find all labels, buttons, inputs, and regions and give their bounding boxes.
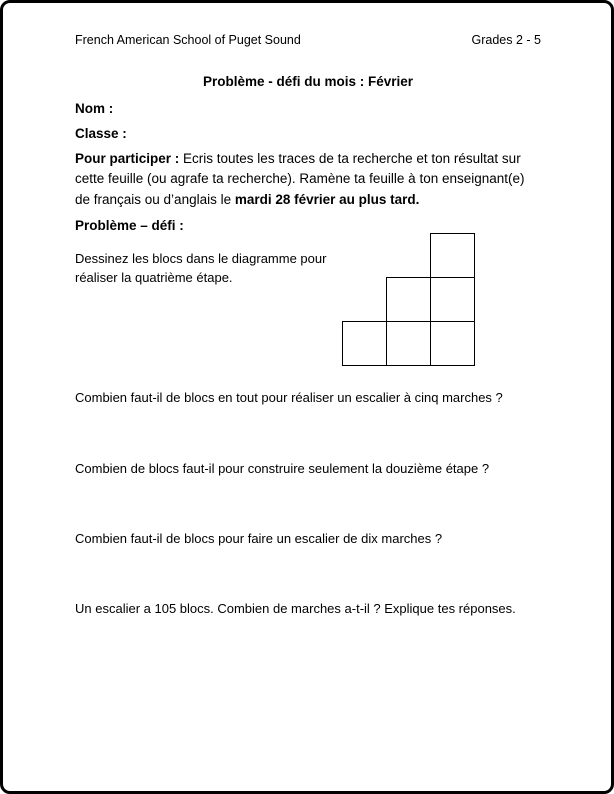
header-grades: Grades 2 - 5 [471, 33, 541, 47]
stair-block [430, 321, 475, 366]
question-3: Combien faut-il de blocs pour faire un escalier de dix marches ? [75, 530, 443, 546]
name-label: Nom : [75, 101, 114, 116]
problem-prompt [75, 233, 335, 366]
stair-block [430, 277, 475, 322]
stair-block [386, 277, 431, 322]
stair-row [342, 321, 475, 366]
instructions-deadline: mardi 28 février au plus tard. [234, 191, 420, 207]
question-2: Combien de blocs faut-il pour construire seulement la douzième étape ? [75, 460, 490, 476]
participation-instructions [75, 149, 541, 210]
problem-heading: Problème – défi : [75, 217, 184, 233]
problem-section [75, 233, 541, 366]
stair-row [342, 233, 475, 278]
header-school-name: French American School of Puget Sound [75, 33, 301, 47]
instructions-body: Ecris toutes les traces de ta recherche et ton résultat sur cette feuille (ou agrafe ta recherche). Ramène ta feuille à ton enseignant(e) de français ou d’anglais le [75, 151, 525, 207]
page-title: Problème - défi du mois : Février [202, 74, 414, 89]
page-header [75, 33, 541, 47]
problem-prompt-line1: Dessinez les blocs dans le diagramme pour [75, 250, 327, 266]
stair-row [342, 277, 475, 322]
stair-block [342, 321, 387, 366]
staircase-diagram [342, 233, 475, 366]
problem-prompt-line2: réaliser la quatrième étape. [75, 270, 233, 286]
stair-block [386, 321, 431, 366]
question-1: Combien faut-il de blocs en tout pour réaliser un escalier à cinq marches ? [75, 389, 503, 405]
stair-block [430, 233, 475, 278]
instructions-lead: Pour participer : [75, 151, 180, 166]
class-label: Classe : [75, 126, 127, 141]
question-4: Un escalier a 105 blocs. Combien de marches a-t-il ? Explique tes réponses. [75, 601, 516, 617]
